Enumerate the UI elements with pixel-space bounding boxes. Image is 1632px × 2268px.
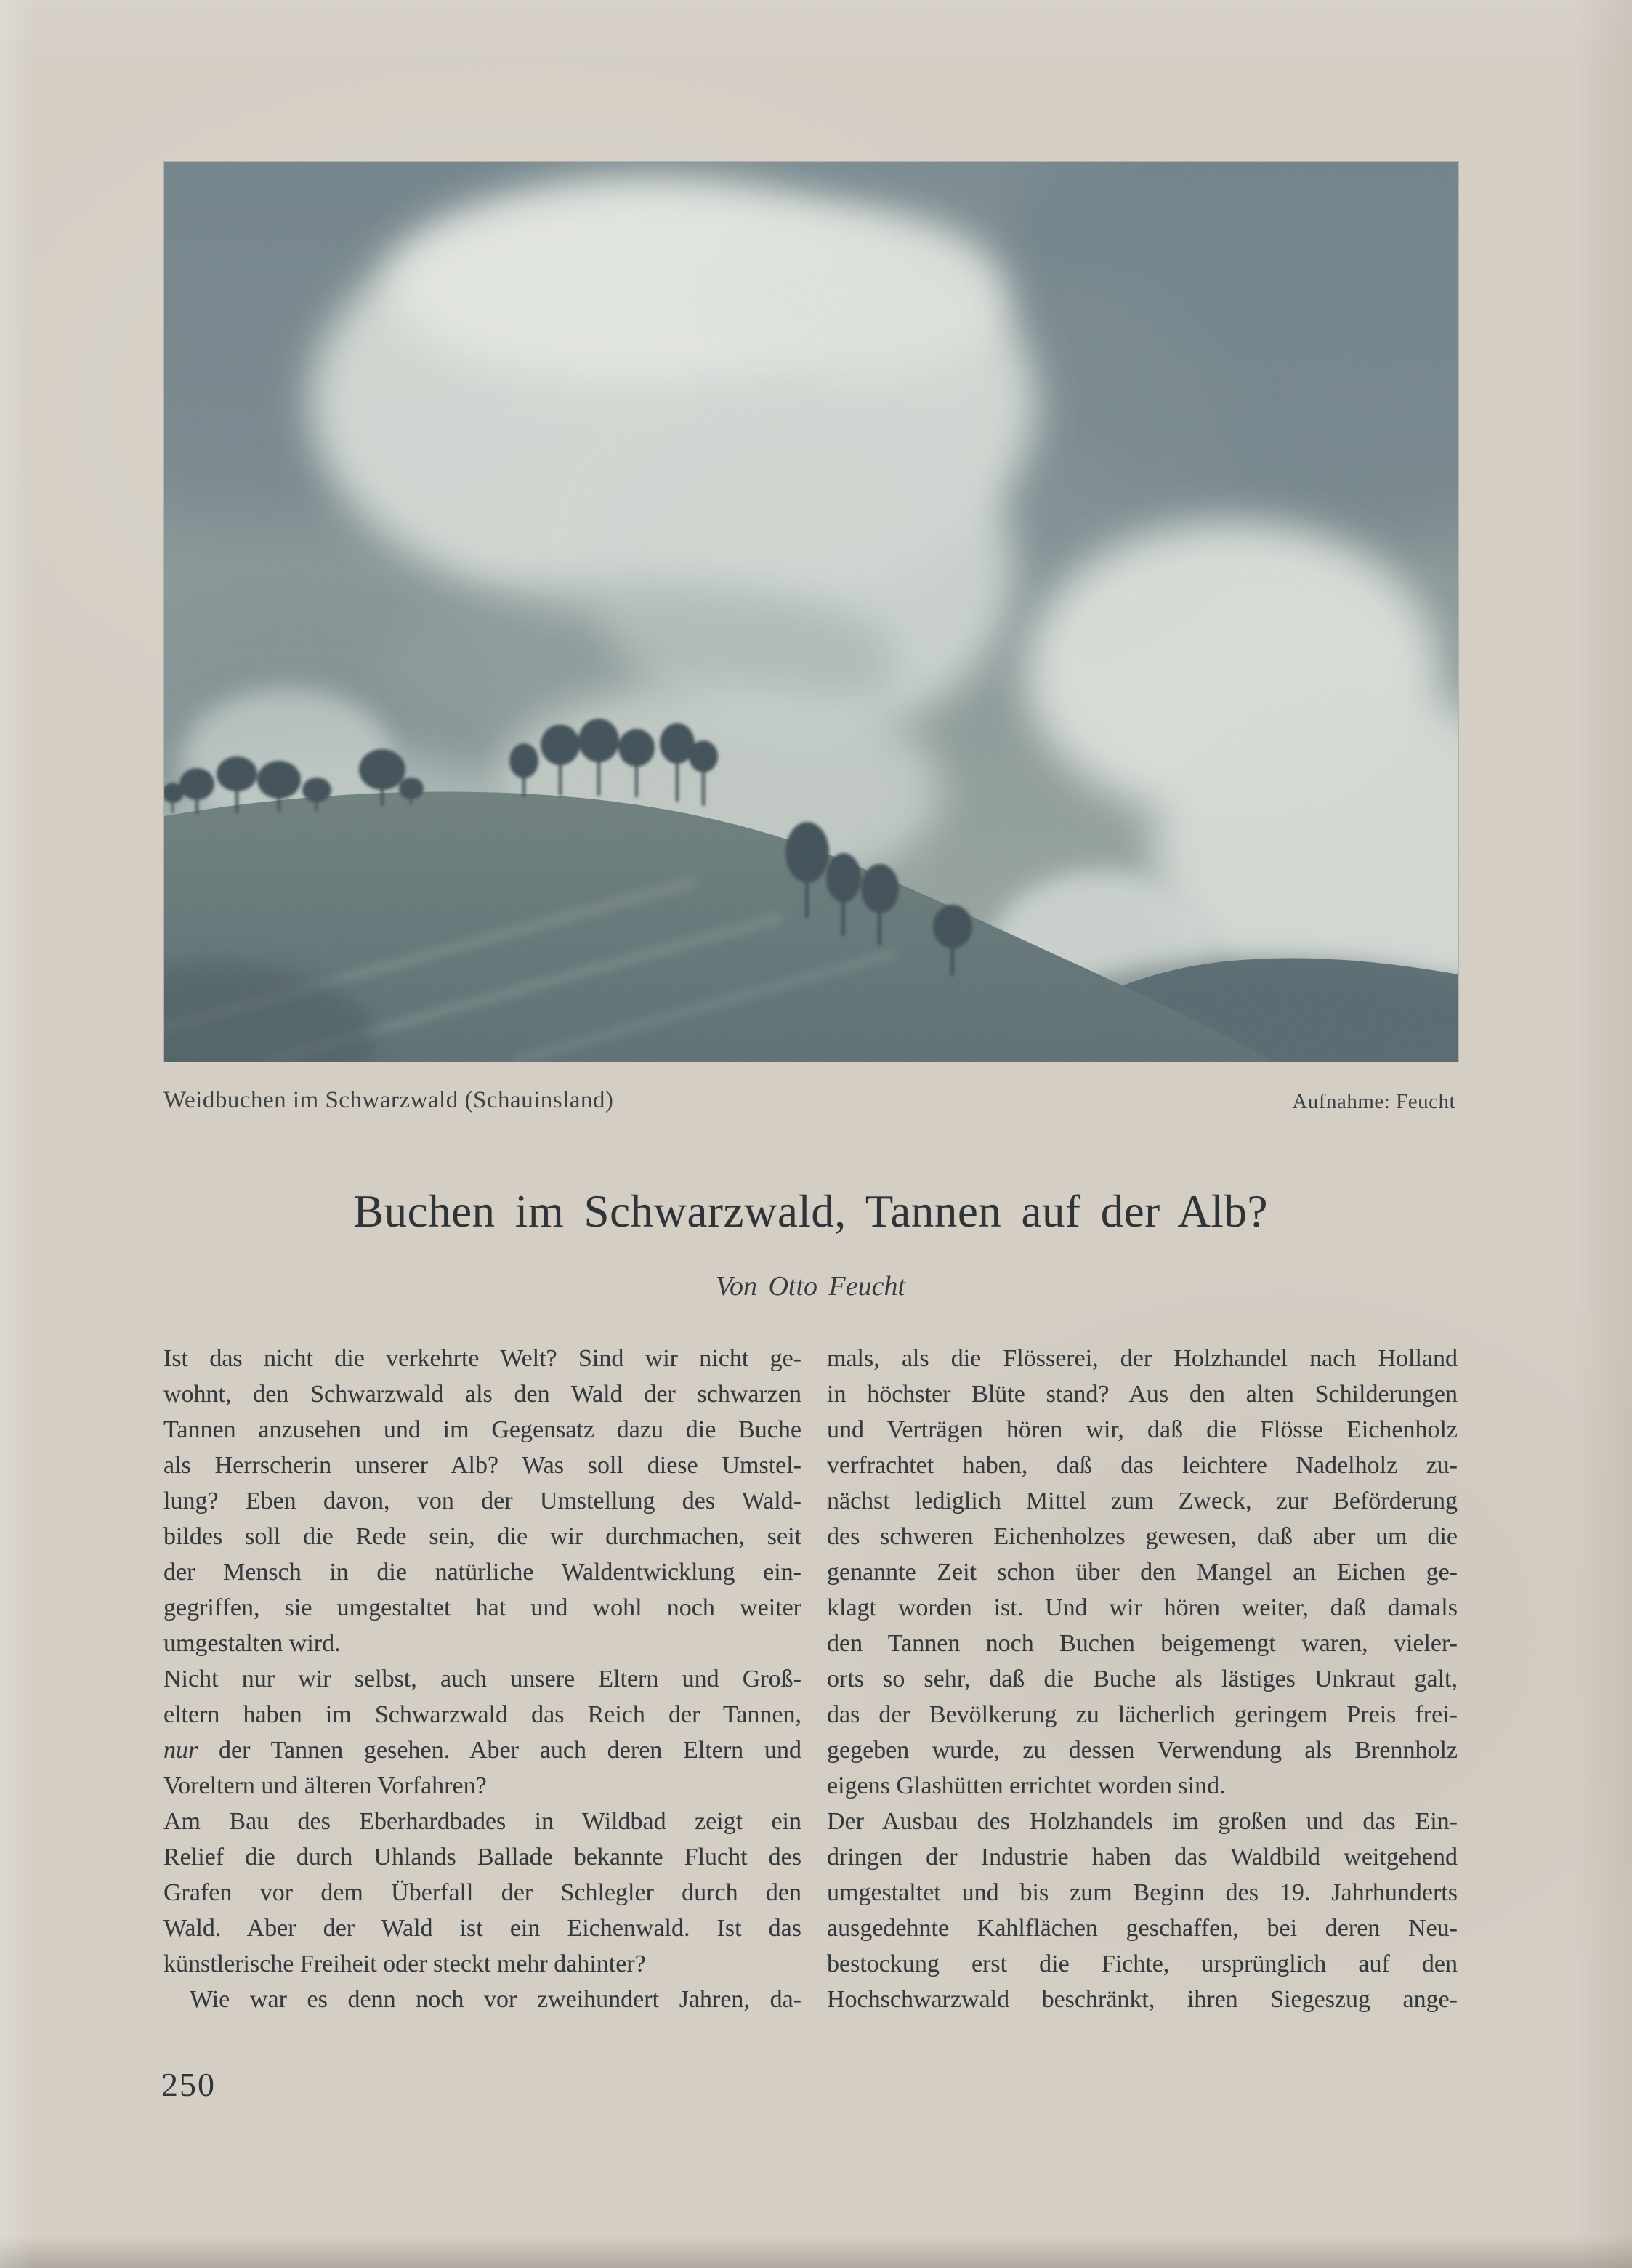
- text-line: Wie war es denn noch vor zweihundert Jahren, da-: [190, 1986, 801, 2013]
- text-line: eigens Glashütten errichtet worden sind.: [827, 1772, 1226, 1799]
- photo-credit: Aufnahme: Feucht: [1292, 1090, 1455, 1113]
- text-line: umgestalten wird.: [163, 1630, 341, 1657]
- text-line: nächst lediglich Mittel zum Zweck, zur Beförderung: [827, 1488, 1458, 1514]
- photo-caption-row: [163, 1087, 1458, 1121]
- text-line: gegeben wurde, zu dessen Verwendung als Brennholz: [827, 1737, 1458, 1764]
- text-line: orts so sehr, daß die Buche als lästiges Unkraut galt,: [827, 1666, 1458, 1692]
- landscape-photo-art: [164, 162, 1458, 1062]
- text-line: mals, als die Flösserei, der Holzhandel nach Holland: [827, 1345, 1458, 1372]
- text-line: Ist das nicht die verkehrte Welt? Sind wir nicht ge-: [163, 1345, 801, 1372]
- text-line: des schweren Eichenholzes gewesen, daß aber um die: [827, 1523, 1458, 1550]
- text-line: klagt worden ist. Und wir hören weiter, daß damals: [827, 1594, 1458, 1621]
- text-line: den Tannen noch Buchen beigemengt waren, vieler-: [827, 1630, 1458, 1657]
- text-line: und Verträgen hören wir, daß die Flösse Eichenholz: [827, 1416, 1458, 1443]
- photo-grain-overlay: [164, 162, 1458, 1062]
- photo-caption: Weidbuchen im Schwarzwald (Schauinsland): [163, 1087, 614, 1113]
- text-line: als Herrscherin unserer Alb? Was soll diese Umstel-: [163, 1452, 801, 1479]
- text-line: Voreltern und älteren Vorfahren?: [163, 1772, 487, 1799]
- text-line: Wald. Aber der Wald ist ein Eichenwald. Ist das: [163, 1915, 801, 1942]
- page-number: 250: [161, 2066, 216, 2103]
- text-line: in höchster Blüte stand? Aus den alten Schilderungen: [827, 1381, 1458, 1408]
- text-line: ausgedehnte Kahlflächen geschaffen, bei deren Neu-: [827, 1915, 1458, 1942]
- text-line: Am Bau des Eberhardbades in Wildbad zeigt ein: [163, 1808, 801, 1835]
- text-line: Der Ausbau des Holzhandels im großen und das Ein-: [827, 1808, 1458, 1835]
- text-line: gegriffen, sie umgestaltet hat und wohl noch weiter: [163, 1594, 801, 1621]
- text-line: Relief die durch Uhlands Ballade bekannte Flucht des: [163, 1844, 801, 1871]
- column-right: [827, 1341, 1458, 2017]
- text-line: Grafen vor dem Überfall der Schlegler durch den: [163, 1879, 801, 1906]
- text-line: dringen der Industrie haben das Waldbild weitgehend: [827, 1844, 1458, 1871]
- landscape-photo: [163, 161, 1459, 1062]
- text-line: bestockung erst die Fichte, ursprünglich auf den: [827, 1950, 1458, 1977]
- text-line: umgestaltet und bis zum Beginn des 19. Jahrhunderts: [827, 1879, 1458, 1906]
- text-line: nur der Tannen gesehen. Aber auch deren Eltern und: [163, 1737, 801, 1764]
- text-line: verfrachtet haben, daß das leichtere Nadelholz zu-: [827, 1452, 1458, 1479]
- column-left: [163, 1341, 801, 2017]
- text-line: wohnt, den Schwarzwald als den Wald der schwarzen: [163, 1381, 801, 1408]
- text-line: lung? Eben davon, von der Umstellung des Wald-: [163, 1488, 801, 1514]
- text-line: Tannen anzusehen und im Gegensatz dazu die Buche: [163, 1416, 801, 1443]
- text-line: genannte Zeit schon über den Mangel an Eichen ge-: [827, 1559, 1458, 1586]
- article-byline: Von Otto Feucht: [715, 1271, 906, 1302]
- text-line: bildes soll die Rede sein, die wir durchmachen, seit: [163, 1523, 801, 1550]
- article-title: Buchen im Schwarzwald, Tannen auf der Alb?: [353, 1186, 1268, 1237]
- text-line: der Mensch in die natürliche Waldentwicklung ein-: [163, 1559, 801, 1586]
- text-line: künstlerische Freiheit oder steckt mehr dahinter?: [163, 1950, 646, 1977]
- text-line: eltern haben im Schwarzwald das Reich der Tannen,: [163, 1701, 801, 1728]
- text-line: das der Bevölkerung zu lächerlich geringem Preis frei-: [827, 1701, 1458, 1728]
- text-line: Nicht nur wir selbst, auch unsere Eltern und Groß-: [163, 1666, 801, 1692]
- text-line: Hochschwarzwald beschränkt, ihren Siegeszug ange-: [827, 1986, 1458, 2013]
